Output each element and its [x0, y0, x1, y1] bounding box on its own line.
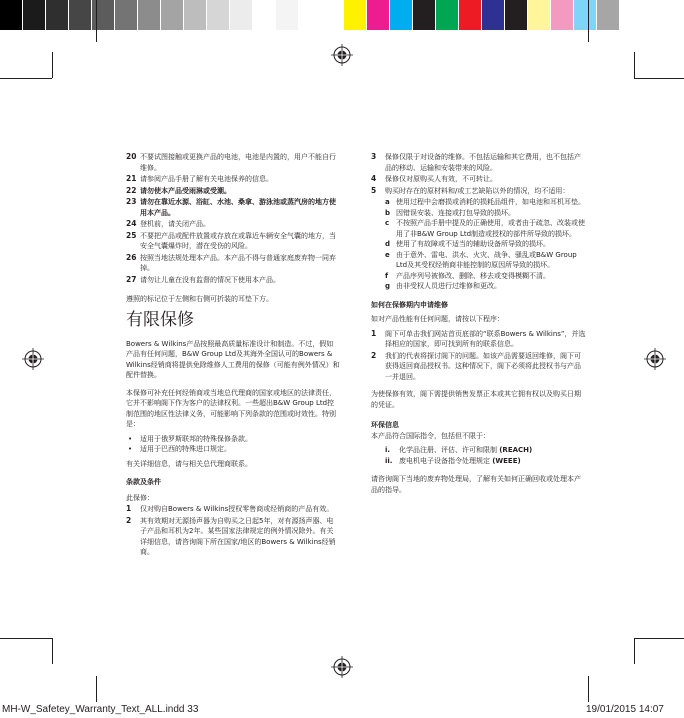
- item-number: 1: [371, 328, 377, 338]
- gray-swatch: [161, 0, 184, 30]
- color-swatch: [459, 0, 482, 30]
- bullet-dot-icon: •: [128, 445, 133, 453]
- crop-mark: [96, 0, 97, 42]
- claim-heading: 如何在保修期内申请维修: [371, 300, 448, 309]
- item-text: 仅对购自Bowers & Wilkins授权零售商或经销商的产品有效。: [140, 505, 334, 513]
- exclusion-item: [385, 208, 587, 219]
- item-number: 5: [371, 185, 377, 195]
- item-letter: d: [385, 240, 391, 248]
- item-number: 22: [126, 185, 137, 195]
- item-text: 按照当地法规处理本产品。本产品不得与普通家庭废弃物一同弃掉。: [140, 253, 336, 272]
- directive-name: 废电机电子设备指令处理规定: [399, 456, 493, 465]
- warranty-paragraph-2: 本保修可补充任何经销商或当地总代理商的国家或地区的法律责任，它并不影响阁下作为客户的法律权利。一些超出B&W Group Ltd控制范围的地区性法律义务，可能影响下列条款的范围或时效性。特别是：: [126, 388, 336, 428]
- color-swatch: [574, 0, 597, 30]
- exclusion-item: [385, 218, 587, 239]
- item-number: 1: [126, 504, 132, 513]
- color-swatch: [528, 0, 551, 30]
- bullet-item: [128, 444, 340, 455]
- exclusion-item: [385, 239, 587, 250]
- crop-mark: [634, 78, 684, 79]
- gray-swatch: [276, 0, 299, 30]
- crop-mark: [0, 638, 52, 639]
- item-text: 请勿在靠近水源、浴缸、水池、桑拿、游泳池或蒸汽房的地方使用本产品。: [140, 198, 336, 217]
- color-swatch: [390, 0, 413, 30]
- numbered-item: [126, 219, 340, 230]
- file-slug: MH-W_Safetey_Warranty_Text_ALL.indd 33: [2, 704, 199, 715]
- directive-name: 化学品注册、评估、许可和限制: [399, 446, 500, 454]
- color-swatch: [482, 0, 505, 30]
- environment-intro: 本产品符合国际指令，包括但不限于：: [371, 431, 490, 440]
- directive-acronym: (REACH): [499, 446, 533, 454]
- numbered-item: [371, 174, 587, 185]
- item-number: 3: [371, 152, 377, 161]
- item-number: 2: [371, 350, 377, 360]
- crop-mark: [634, 52, 635, 78]
- item-number: 26: [126, 252, 137, 262]
- directive-item: [385, 445, 587, 456]
- exclusion-item: [385, 281, 587, 292]
- limited-warranty-title: 有限保修: [126, 309, 194, 330]
- crop-mark: [588, 676, 589, 702]
- bullet-dot-icon: •: [128, 434, 133, 443]
- item-number: 27: [126, 274, 137, 284]
- numbered-item: [126, 275, 340, 286]
- crop-mark: [52, 638, 53, 664]
- item-text: 保修仅限于对设备的维修。不包括运输和其它费用，也不包括产品的移动、运输和安装带来的风险。: [385, 153, 581, 172]
- crop-mark: [52, 52, 53, 78]
- invoice-note: 为使保修有效，阁下需提供销售发票正本或其它拥有权以及购买日期的凭证。: [371, 390, 581, 409]
- item-letter: a: [385, 198, 390, 206]
- crop-mark: [588, 0, 589, 42]
- item-text: [399, 456, 587, 467]
- exclusion-item: [385, 271, 587, 282]
- item-number: 21: [126, 174, 137, 183]
- item-text: 保修仅对原购买人有效，不可转让。: [385, 175, 497, 183]
- directives-list: [371, 445, 587, 466]
- item-text: 由于意外、雷电、洪水、火灾、战争、骚乱或B&W Group Ltd及其受权经销商非能控制的原因所导致的损坏。: [396, 250, 577, 269]
- bullet-item: [128, 434, 340, 445]
- item-text: 因错误安装、连接或打包导致的损坏。: [396, 208, 515, 217]
- bullet-list: [126, 434, 340, 455]
- gray-swatch: [69, 0, 92, 30]
- item-text: 使用了有故障或不适当的辅助设备所导致的损坏。: [396, 240, 550, 248]
- item-letter: f: [385, 271, 389, 280]
- safety-list: [126, 152, 340, 285]
- registration-mark-icon: [644, 348, 666, 370]
- item-text: 请勿使本产品受雨淋或受潮。: [140, 186, 231, 195]
- color-swatch: [344, 0, 367, 30]
- gray-swatch: [0, 0, 23, 30]
- exclusion-item: [385, 197, 587, 208]
- item-numeral: i.: [385, 446, 391, 454]
- gray-swatch: [207, 0, 230, 30]
- color-swatch: [551, 0, 574, 30]
- item-text: 阁下可单击我们网站首页底部的“联系Bowers & Wilkins”，并选择相应的国家，即可找到所有的联系信息。: [385, 329, 586, 348]
- gray-swatch: [46, 0, 69, 30]
- color-swatch: [367, 0, 390, 30]
- registration-mark-icon: [331, 44, 353, 66]
- numbered-item: [126, 516, 340, 558]
- color-swatch: [413, 0, 436, 30]
- registration-mark-icon: [331, 656, 353, 678]
- item-letter: b: [385, 208, 391, 217]
- item-text: 不按照产品手册中提及的正确使用，或者由于疏忽、改装或使用了非B&W Group Ltd制造或授权的部件所导致的损坏。: [396, 219, 585, 238]
- numbered-item: [126, 197, 340, 218]
- claim-steps-list: [371, 329, 587, 383]
- terms-heading: 条款及条件: [126, 478, 161, 486]
- numbered-item: [126, 504, 340, 515]
- item-letter: g: [385, 282, 391, 290]
- crop-mark: [634, 638, 684, 639]
- item-text: 使用过程中会磨损或消耗的损耗品组件，如电池和耳机耳垫。: [396, 198, 585, 206]
- date-slug: 19/01/2015 14:07: [586, 704, 664, 715]
- item-text: 不要试图接触或更换产品的电池，电池是内置的，用户不能自行维修。: [140, 153, 336, 172]
- gray-swatch: [184, 0, 207, 30]
- item-number: 23: [126, 197, 137, 206]
- numbered-item: [371, 152, 587, 173]
- environment-heading: 环保信息: [371, 421, 399, 429]
- claim-intro: 如对产品性能有任何问题，请按以下程序：: [371, 315, 504, 323]
- color-swatch: [597, 0, 620, 30]
- item-text: 由非受权人员进行过维修和更改。: [396, 282, 501, 290]
- item-text: [399, 445, 587, 456]
- item-number: 20: [126, 152, 137, 161]
- terms-list: [126, 504, 340, 558]
- more-info-note: 有关详细信息，请与相关总代理商联系。: [126, 459, 252, 468]
- color-calibration-bar: [344, 0, 620, 30]
- gray-swatch: [23, 0, 46, 30]
- item-numeral: ii.: [385, 456, 393, 465]
- color-swatch: [436, 0, 459, 30]
- numbered-item: [371, 351, 587, 383]
- item-number: 4: [371, 174, 377, 183]
- gray-swatch: [230, 0, 253, 30]
- exclusion-item: [385, 250, 587, 271]
- directive-acronym: (WEEE): [492, 456, 521, 465]
- item-letter: c: [385, 219, 390, 227]
- bullet-text: 适用于巴西的特殊进口规定。: [140, 445, 231, 453]
- exclusions-list: [371, 197, 587, 292]
- crop-mark: [0, 78, 52, 79]
- item-text: 购买时存在的原材料和/或工艺缺陷以外的情况，均不适用：: [385, 186, 570, 195]
- item-text: 请勿让儿童在没有监督的情况下使用本产品。: [140, 275, 280, 284]
- numbered-item: [126, 174, 340, 185]
- terms-intro: 此保修：: [126, 493, 154, 502]
- numbered-item: [371, 186, 587, 197]
- terms-list-continued: [371, 152, 587, 196]
- numbered-item: [371, 329, 587, 350]
- bullet-text: 适用于俄罗斯联邦的特殊保修条款。: [140, 434, 252, 443]
- disposal-note: 请咨询阁下当地的废弃物处理局，了解有关如何正确回收或处理本产品的指导。: [371, 475, 581, 494]
- item-number: 25: [126, 230, 137, 240]
- gray-swatch: [253, 0, 276, 30]
- registration-mark-icon: [22, 348, 44, 370]
- item-number: 24: [126, 219, 137, 228]
- right-column: [371, 152, 587, 499]
- crop-mark: [634, 638, 635, 664]
- gray-swatch: [115, 0, 138, 30]
- gray-swatch: [138, 0, 161, 30]
- left-column: [126, 152, 340, 559]
- color-swatch: [505, 0, 528, 30]
- directive-item: [385, 456, 587, 467]
- numbered-item: [126, 186, 340, 197]
- item-text: 请参阅产品手册了解有关电池保养的信息。: [140, 175, 273, 183]
- item-number: 2: [126, 515, 132, 525]
- crop-mark: [96, 676, 97, 702]
- item-text: 不要把产品或配件放置或存放在或靠近车辆安全气囊的地方，当安全气囊爆炸时，潜在受伤的风险。: [140, 231, 336, 250]
- item-text: 我们的代表将探讨阁下的问题。如该产品需要返回维修，阁下可获得返回商品授权书。这种情况下，阁下必须将此授权书与产品一并退回。: [385, 351, 581, 381]
- numbered-item: [126, 253, 340, 274]
- numbered-item: [126, 231, 340, 252]
- ear-mark-note: 遵照的标记位于左侧和右侧可折装的耳垫下方。: [126, 295, 273, 303]
- gray-swatch: [299, 0, 322, 30]
- warranty-paragraph-1: Bowers & Wilkins产品按照最高质量标准设计和制造。不过，假如产品有任何问题，B&W Group Ltd及其海外全国认可的Bowers & Wilkins经销商将提供免除维修人工费用的保修（可能有例外情况）和配件替换。: [126, 339, 340, 379]
- item-text: 登机前，请关闭产品。: [140, 220, 210, 228]
- item-text: 其有效期对无源扬声器为自购买之日起5年，对有源扬声器、电子产品和耳机为2年。某些国家法律规定的例外情况除外。有关详细信息，请咨询阁下所在国家/地区的Bowers & Wilkins经销商。: [140, 516, 336, 556]
- numbered-item: [126, 152, 340, 173]
- grayscale-calibration-bar: [0, 0, 322, 30]
- item-text: 产品序列号被修改、删除、移去或变得模糊不清。: [396, 271, 550, 280]
- item-letter: e: [385, 250, 390, 259]
